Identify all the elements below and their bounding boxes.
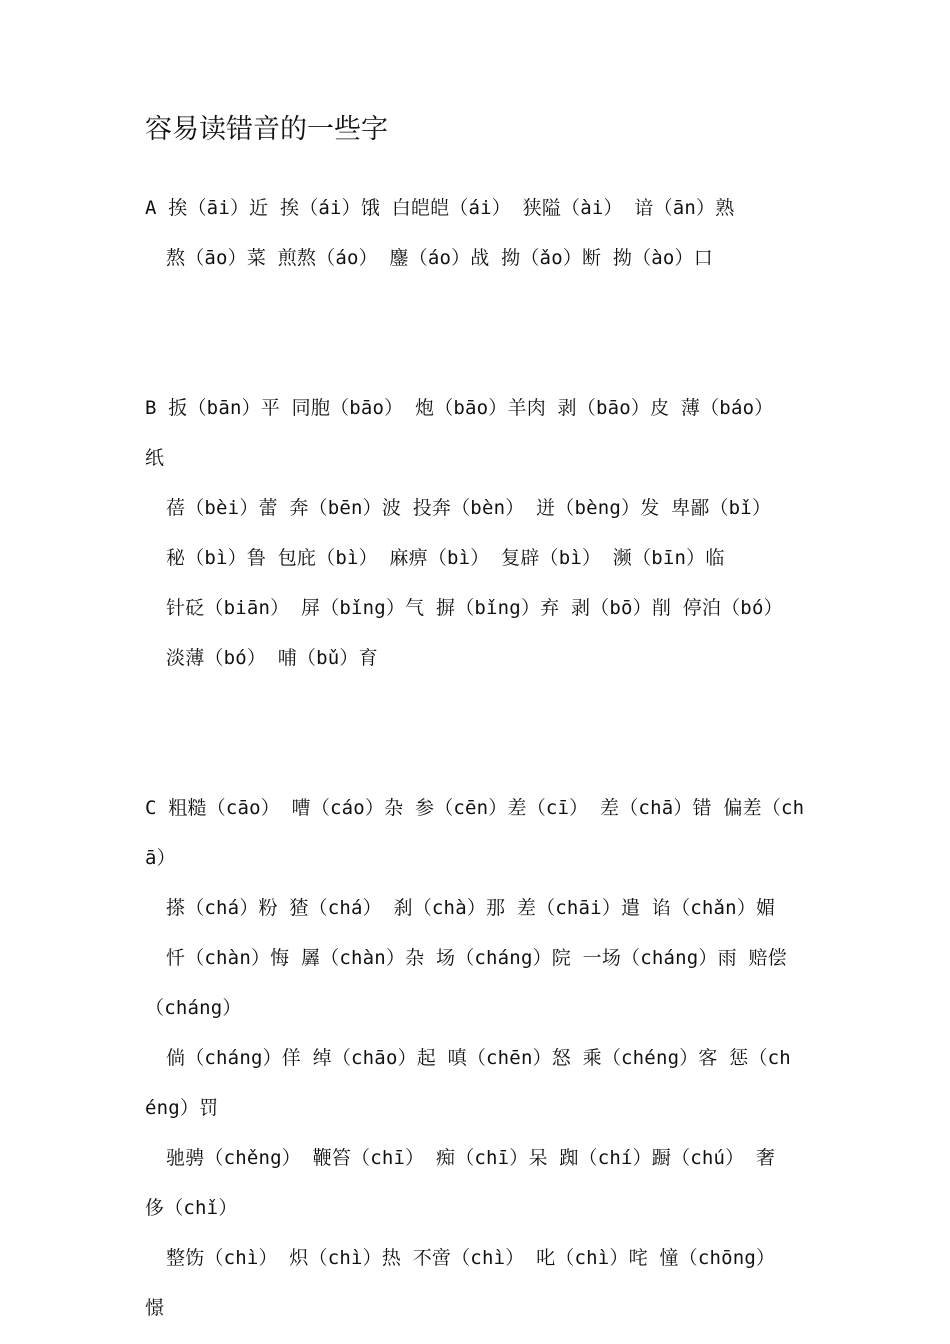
entry-line: 淡薄（bó） 哺（bǔ）育	[166, 647, 378, 669]
blank-line	[145, 683, 810, 733]
entry-line: 蓓（bèi）蕾 奔（bēn）波 投奔（bèn） 迸（bèng）发 卑鄙（bǐ）	[166, 497, 772, 519]
document-title: 容易读错音的一些字	[145, 114, 388, 145]
entry-line: 整饬（chì） 炽（chì）热 不啻（chì） 叱（chì）咤 憧（chōng）	[166, 1247, 776, 1269]
entry-line: 纸	[145, 447, 165, 469]
entry-line: （cháng）	[145, 997, 242, 1019]
entry-line: C 粗糙（cāo） 嘈（cáo）杂 参（cēn）差（cī） 差（chā）错 偏差（ch	[145, 797, 805, 819]
entry-line: 熬（āo）菜 煎熬（áo） 鏖（áo）战 拗（ǎo）断 拗（ào）口	[166, 247, 713, 269]
entry-line: 忏（chàn）悔 羼（chàn）杂 场（cháng）院 一场（cháng）雨 赔偿	[166, 947, 787, 969]
entry-line: 针砭（biān） 屏（bǐng）气 摒（bǐng）弃 剥（bō）削 停泊（bó）	[166, 597, 783, 619]
blank-line	[145, 333, 810, 383]
entry-line: B 扳（bān）平 同胞（bāo） 炮（bāo）羊肉 剥（bāo）皮 薄（báo）	[145, 397, 774, 419]
pronunciation-list	[145, 183, 810, 1333]
blank-line	[145, 283, 810, 333]
entry-line: 憬	[145, 1297, 165, 1319]
entry-line: 驰骋（chěng） 鞭笞（chī） 痴（chī）呆 踟（chí）蹰（chú） 奢	[166, 1147, 776, 1169]
entry-line: 秘（bì）鲁 包庇（bì） 麻痹（bì） 复辟（bì） 濒（bīn）临	[166, 547, 725, 569]
blank-line	[145, 733, 810, 783]
entry-line: 倘（cháng）佯 绰（chāo）起 嗔（chēn）怒 乘（chéng）客 惩（ch	[166, 1047, 791, 1069]
entry-line: ā）	[145, 847, 176, 869]
entry-line: 搽（chá）粉 猹（chá） 刹（chà）那 差（chāi）遣 谄（chǎn）媚	[166, 897, 776, 919]
entry-line: 侈（chǐ）	[145, 1197, 238, 1219]
entry-line: éng）罚	[145, 1097, 219, 1119]
entry-line: A 挨（āi）近 挨（ái）饿 白皑皑（ái） 狭隘（ài） 谙（ān）熟	[145, 197, 735, 219]
